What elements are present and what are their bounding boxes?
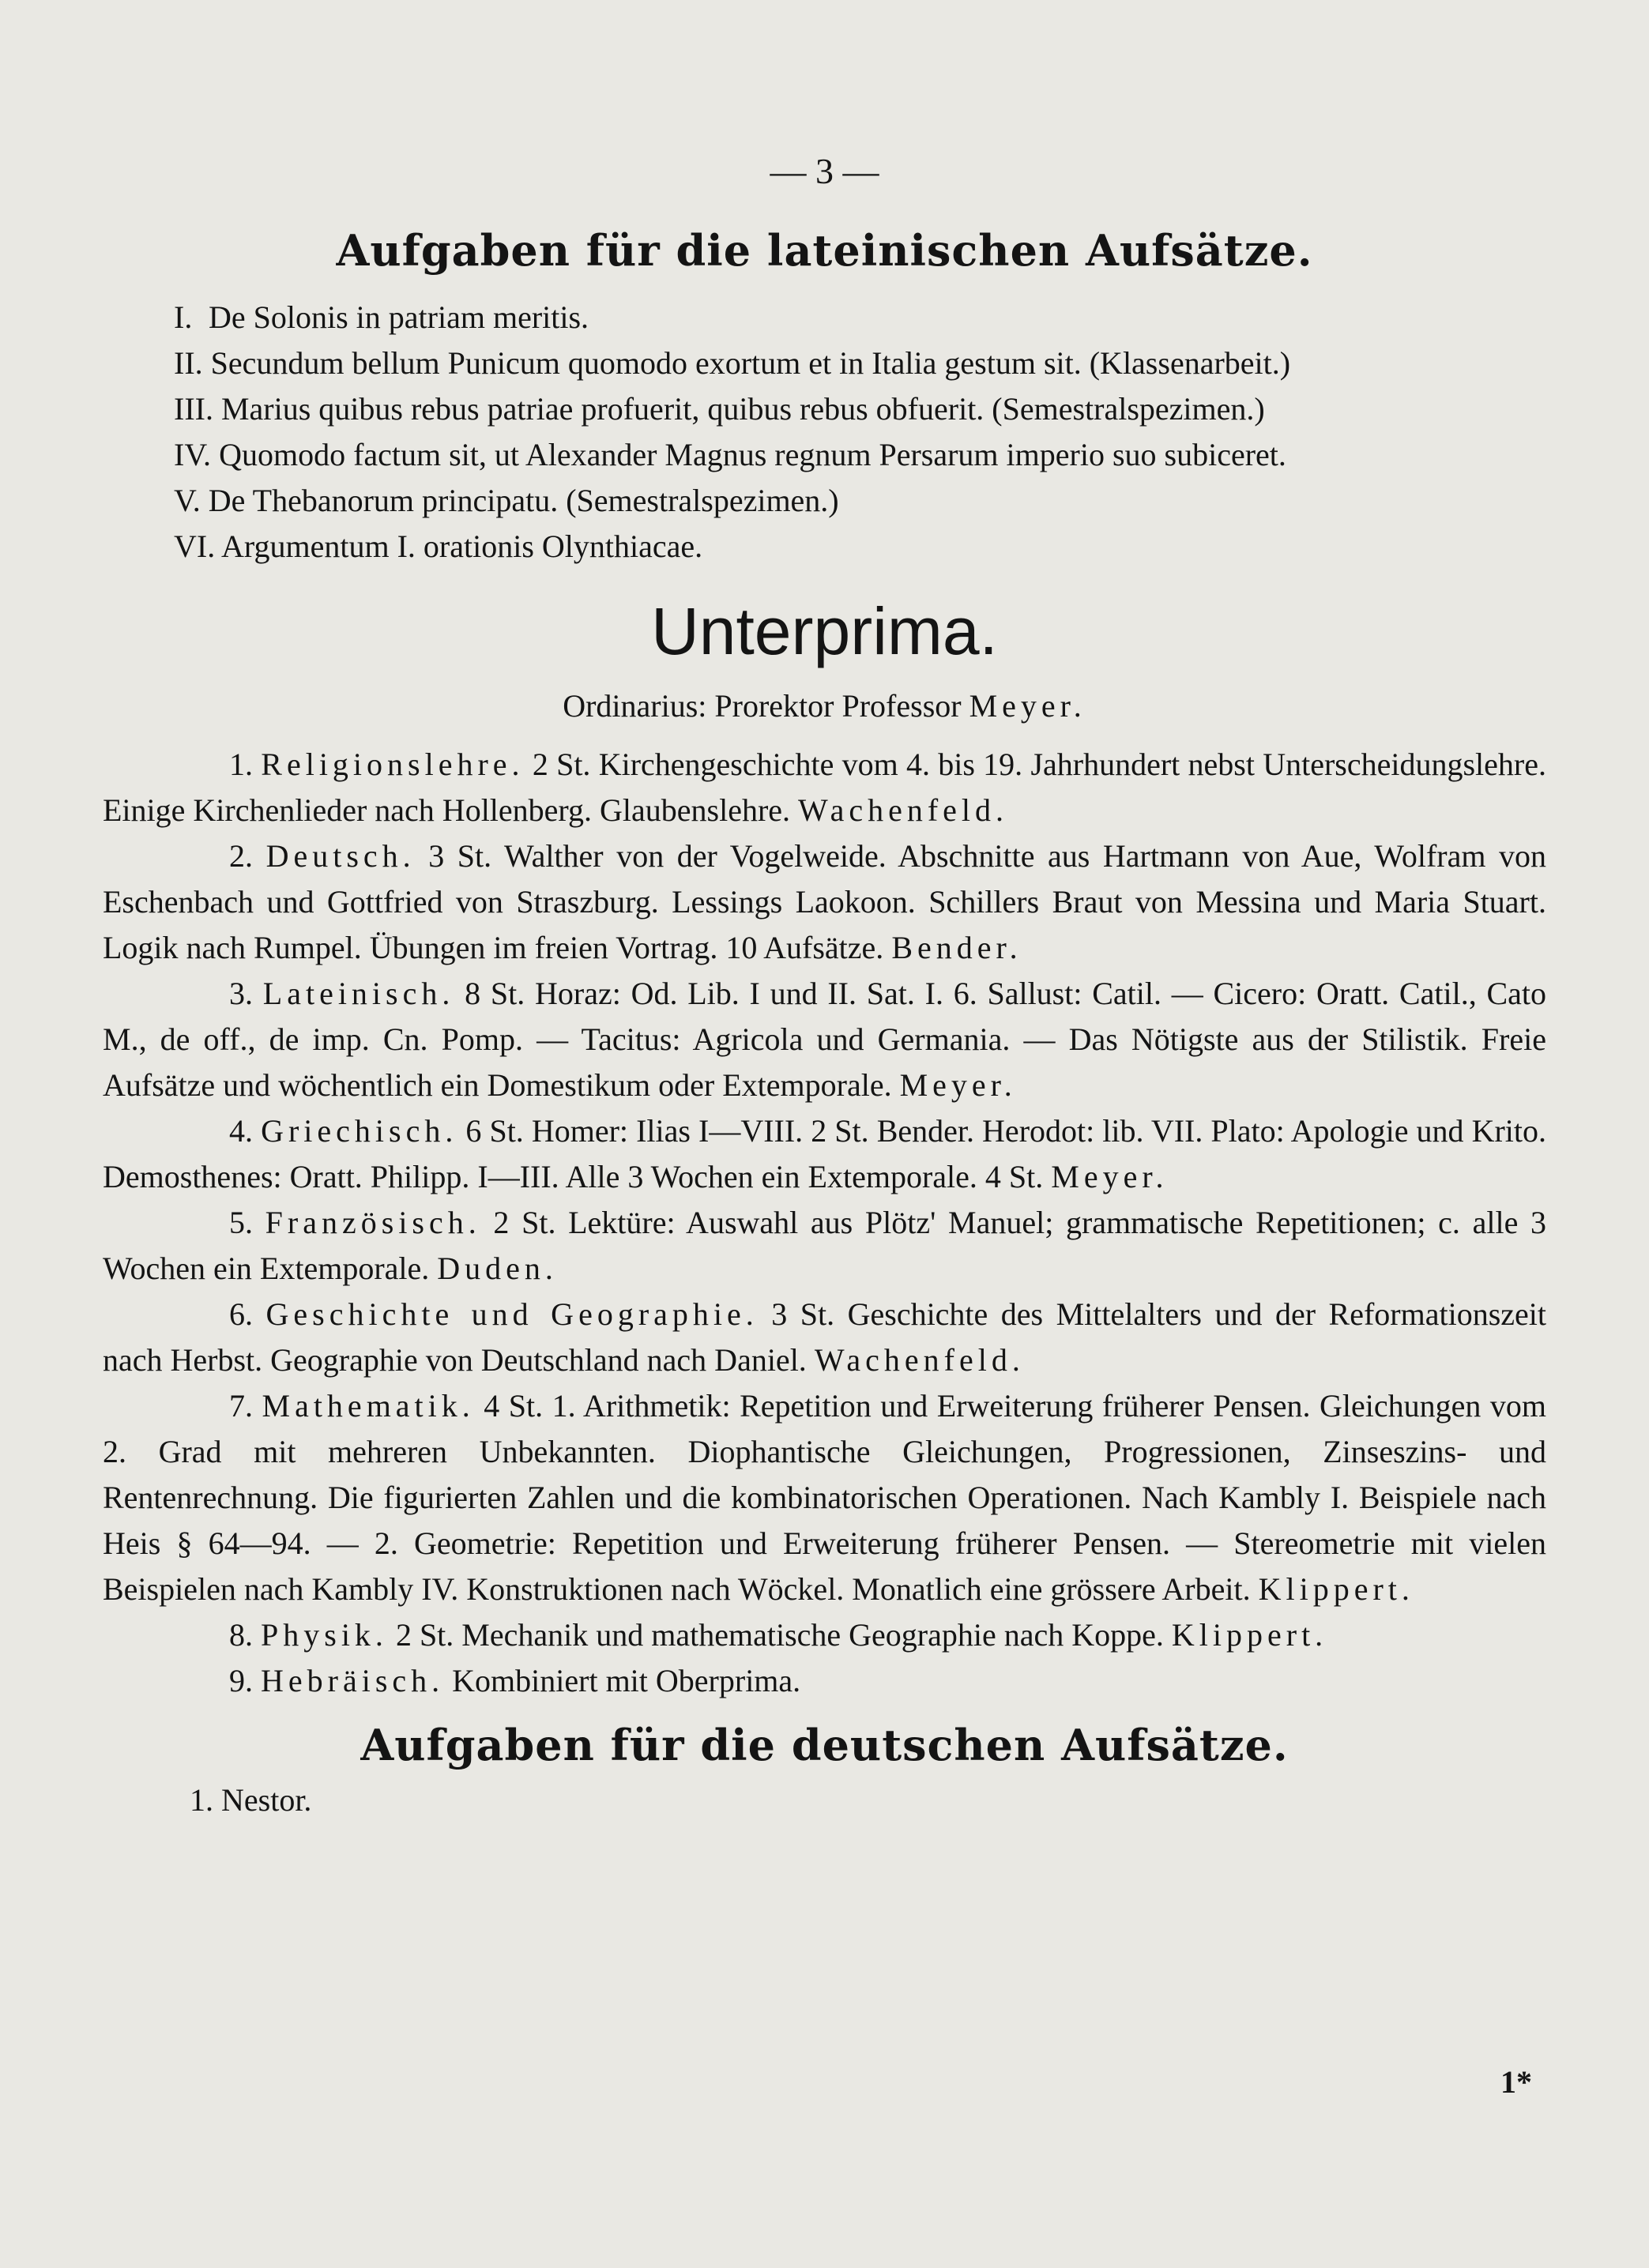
subject-number: 5. [229, 1205, 253, 1240]
subject-name: Französisch. [265, 1205, 481, 1240]
ordinarius-label: Ordinarius: Prorektor Professor [563, 688, 962, 724]
subject-number: 8. [229, 1617, 253, 1653]
topic-number: IV. [174, 437, 212, 472]
latin-topic-list [103, 295, 1546, 570]
ordinarius-name: Meyer. [969, 688, 1086, 724]
german-topic: 1. Nestor. [190, 1782, 312, 1818]
topic-text: Quomodo factum sit, ut Alexander Magnus regnum Persarum imperio suo subiceret. [219, 437, 1286, 472]
topic-number: I. [174, 299, 193, 335]
subject-text: 2 St. Lektüre: Auswahl aus Plötz' Manuel; grammatische Repetitionen; c. alle 3 Wochen ein Extemporale. [103, 1205, 1547, 1286]
latin-topic [103, 524, 1546, 570]
subject-name: Deutsch. [265, 838, 416, 874]
topic-number: III. [174, 391, 213, 427]
subject-teacher: Bender. [891, 930, 1022, 965]
subject-teacher: Wachenfeld. [814, 1342, 1025, 1378]
subject-text: 3 St. Geschichte des Mittelalters und der Reformationszeit nach Herbst. Geographie von Deutschland nach Daniel. [103, 1296, 1547, 1378]
latin-topic [103, 295, 1546, 340]
subject-entry [103, 742, 1546, 833]
latin-topic [103, 340, 1546, 386]
subject-teacher: Duden. [437, 1251, 558, 1286]
subject-text: Kombiniert mit Oberprima. [452, 1663, 801, 1698]
topic-text: Secundum bellum Punicum quomodo exortum et in Italia gestum sit. (Klassenarbeit.) [210, 345, 1291, 381]
subject-entry [103, 1658, 1546, 1704]
topic-number: VI. [174, 528, 216, 564]
subject-number: 1. [229, 747, 253, 782]
subject-entry [103, 1200, 1546, 1292]
subject-name: Physik. [261, 1617, 388, 1653]
latin-topic [103, 478, 1546, 524]
subject-name: Hebräisch. [261, 1663, 445, 1698]
subject-text: 3 St. Walther von der Vogelweide. Abschnitte aus Hartmann von Aue, Wolfram von Eschenbach und Gottfried von Straszburg. Lessings Laokoon. Schillers Braut von Messina und Maria Stuart. Logik nach Rumpel. Übungen im freien Vortrag. 10 Aufsätze. [103, 838, 1547, 965]
subject-teacher: Meyer. [1051, 1159, 1169, 1194]
topic-text: Marius quibus rebus patriae profuerit, quibus rebus obfuerit. (Semestralspezimen.) [220, 391, 1265, 427]
subject-name: Griechisch. [261, 1113, 458, 1149]
subject-entry [103, 833, 1546, 971]
subject-entry [103, 1108, 1546, 1200]
subject-number: 6. [229, 1296, 253, 1332]
subject-list [103, 742, 1546, 1704]
ordinarius-line [103, 687, 1546, 724]
latin-topic [103, 432, 1546, 478]
class-title: Unterprima. [651, 594, 998, 668]
heading-german-essays: Aufgaben für die deutschen Aufsätze. [360, 1720, 1289, 1770]
subject-text: 2 St. Kirchengeschichte vom 4. bis 19. Jahrhundert nebst Unterscheidungslehre. Einige Kirchenlieder nach Hollenberg. Glaubenslehre. [103, 747, 1546, 828]
subject-name: Geschichte und Geographie. [265, 1296, 759, 1332]
topic-text: De Solonis in patriam meritis. [209, 299, 589, 335]
topic-text: Argumentum I. orationis Olynthiacae. [221, 528, 703, 564]
subject-number: 9. [229, 1663, 253, 1698]
signature-mark: 1* [1500, 2064, 1532, 2100]
subject-text: 2 St. Mechanik und mathematische Geographie nach Koppe. [395, 1617, 1164, 1653]
heading-latin-essays: Aufgaben für die lateinischen Aufsätze. [336, 225, 1313, 276]
subject-teacher: Wachenfeld. [798, 792, 1009, 828]
subject-entry [103, 1383, 1546, 1612]
subject-teacher: Klippert. [1258, 1571, 1414, 1607]
page-number: — 3 — [770, 151, 879, 191]
subject-text: 6 St. Homer: Ilias I—VIII. 2 St. Bender. Herodot: lib. VII. Plato: Apologie und Krito. Demosthenes: Oratt. Philipp. I—III. Alle 3 Wochen ein Extemporale. 4 St. [103, 1113, 1547, 1194]
topic-number: V. [174, 483, 201, 518]
subject-teacher: Meyer. [899, 1067, 1017, 1103]
subject-text: 4 St. 1. Arithmetik: Repetition und Erweiterung früherer Pensen. Gleichungen vom 2. Grad mit mehreren Unbekannten. Diophantische Gleichungen, Progressionen, Zinseszins- und Rentenrechnung. Die figurierten Zahlen und die kombinatorischen Operationen. Nach Kambly I. Beispiele nach Heis § 64—94. — 2. Geometrie: Repetition und Erweiterung früherer Pensen. — Stereometrie mit vielen Beispielen nach Kambly IV. Konstruktionen nach Wöckel. Monatlich eine grössere Arbeit. [103, 1388, 1546, 1607]
subject-name: Mathematik. [262, 1388, 475, 1424]
subject-number: 7. [229, 1388, 253, 1424]
latin-topic [103, 386, 1546, 432]
subject-entry [103, 1292, 1546, 1383]
subject-number: 4. [229, 1113, 253, 1149]
subject-name: Lateinisch. [262, 976, 455, 1011]
subject-text: 8 St. Horaz: Od. Lib. I und II. Sat. I. 6. Sallust: Catil. — Cicero: Oratt. Catil., Cato M., de off., de imp. Cn. Pomp. — Tacitus: Agricola und Germania. — Das Nötigste aus der Stilistik. Freie Aufsätze und wöchentlich ein Domestikum oder Extemporale. [103, 976, 1547, 1103]
topic-text: De Thebanorum principatu. (Semestralspezimen.) [208, 483, 839, 518]
subject-number: 2. [229, 838, 253, 874]
subject-teacher: Klippert. [1171, 1617, 1328, 1653]
subject-entry [103, 1612, 1546, 1658]
subject-number: 3. [229, 976, 253, 1011]
subject-entry [103, 971, 1546, 1108]
subject-name: Religionslehre. [261, 747, 525, 782]
topic-number: II. [174, 345, 203, 381]
